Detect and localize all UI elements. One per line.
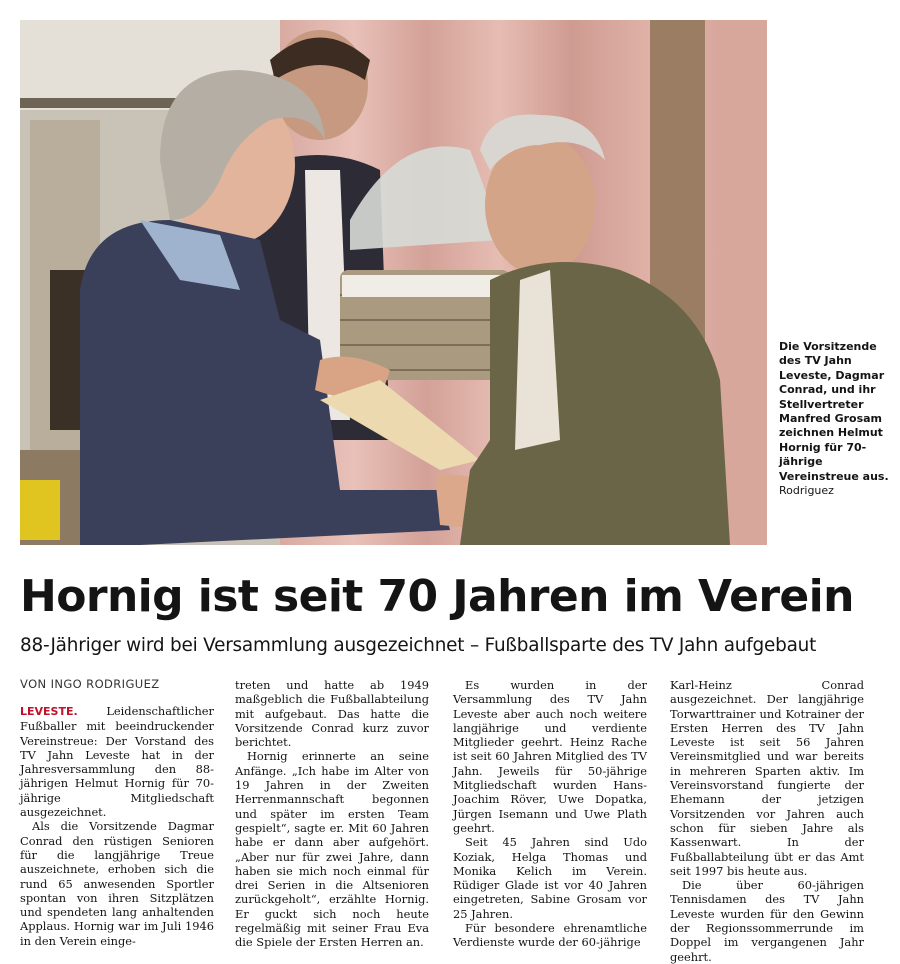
article-column-2	[235, 678, 429, 950]
news-photo	[20, 20, 767, 545]
article-dateline: LEVESTE.	[20, 705, 78, 718]
article-column-1	[20, 704, 214, 948]
article-column-4	[670, 678, 864, 964]
article-paragraph: Für besondere ehrenamtliche Verdienste wurde der 60-jährige	[453, 921, 647, 950]
article-paragraph: Als die Vorsitzende Dagmar Conrad den rüstigen Senioren für die langjährige Treue auszeichnete, erhoben sich die rund 65 anwesenden Sportler spontan von ihren Sitzplätzen und spendeten lang anhaltenden Applaus. Hornig war im Juli 1946 in den Verein einge-	[20, 819, 214, 948]
article-column-3	[453, 678, 647, 950]
article-paragraph: Es wurden in der Versammlung des TV Jahn Leveste aber auch noch weitere langjährige und verdiente Mitglieder geehrt. Heinz Rache ist seit 60 Jahren Mitglied des TV Jahn. Jeweils für 50-jährige Mitgliedschaft wurden Hans-Joachim Röver, Uwe Dopatka, Jürgen Isemann und Uwe Plath geehrt.	[453, 678, 647, 835]
photo-credit: Rodriguez	[779, 484, 834, 498]
article-paragraph: Seit 45 Jahren sind Udo Koziak, Helga Thomas und Monika Kelich im Verein. Rüdiger Glade ist vor 40 Jahren eingetreten, Sabine Grosam vor 25 Jahren.	[453, 835, 647, 921]
article-paragraph: Karl-Heinz Conrad ausgezeichnet. Der langjährige Torwarttrainer und Kotrainer der Ersten Herren des TV Jahn Leveste ist seit 56 Jahren Vereinsmitglied und war bereits in mehreren Sparten aktiv. Im Vereinsvorstand fungierte der Ehemann der jetzigen Vorsitzenden vor Jahren auch schon für sieben Jahre als Kassenwart. In der Fußballabteilung übt er das Amt seit 1997 bis heute aus.	[670, 678, 864, 878]
caption-text: Die Vorsitzende des TV Jahn Leveste, Dagmar Conrad, und ihr Stellvertreter Manfred Grosam zeichnen Helmut Hornig für 70-jährige Vereinstreue aus.	[779, 340, 889, 483]
article-byline: VON INGO RODRIGUEZ	[20, 677, 160, 691]
article-paragraph: Hornig erinnerte an seine Anfänge. „Ich habe im Alter von 19 Jahren in der Zweiten Herrenmannschaft begonnen und später im ersten Team gespielt“, sagte er. Mit 60 Jahren habe er dann aber aufgehört. „Aber nur für zwei Jahre, dann haben sie mich noch einmal für drei Serien in die Altsenioren zurückgeholt“, erzählte Hornig. Er guckt sich noch heute regelmäßig mit seiner Frau Eva die Spiele der Ersten Herren an.	[235, 749, 429, 950]
photo-caption	[779, 340, 891, 498]
article-paragraph	[20, 704, 214, 819]
paragraph-text: Leidenschaftlicher Fußballer mit beeindruckender Vereinstreue: Der Vorstand des TV Jahn Leveste hat in der Jahresversammlung den 88-jährigen Helmut Hornig für 70-jährige Mitgliedschaft ausgezeichnet.	[20, 704, 214, 820]
article-paragraph: treten und hatte ab 1949 maßgeblich die Fußballabteilung mit aufgebaut. Das hatte die Vorsitzende Conrad kurz zuvor berichtet.	[235, 678, 429, 750]
article-subheadline: 88-Jähriger wird bei Versammlung ausgezeichnet – Fußballsparte des TV Jahn aufgebaut	[20, 635, 817, 656]
article-headline: Hornig ist seit 70 Jahren im Verein	[20, 571, 854, 622]
article-paragraph: Die über 60-jährigen Tennisdamen des TV Jahn Leveste wurden für den Gewinn der Regionssommerrunde im Doppel im vergangenen Jahr geehrt.	[670, 878, 864, 964]
